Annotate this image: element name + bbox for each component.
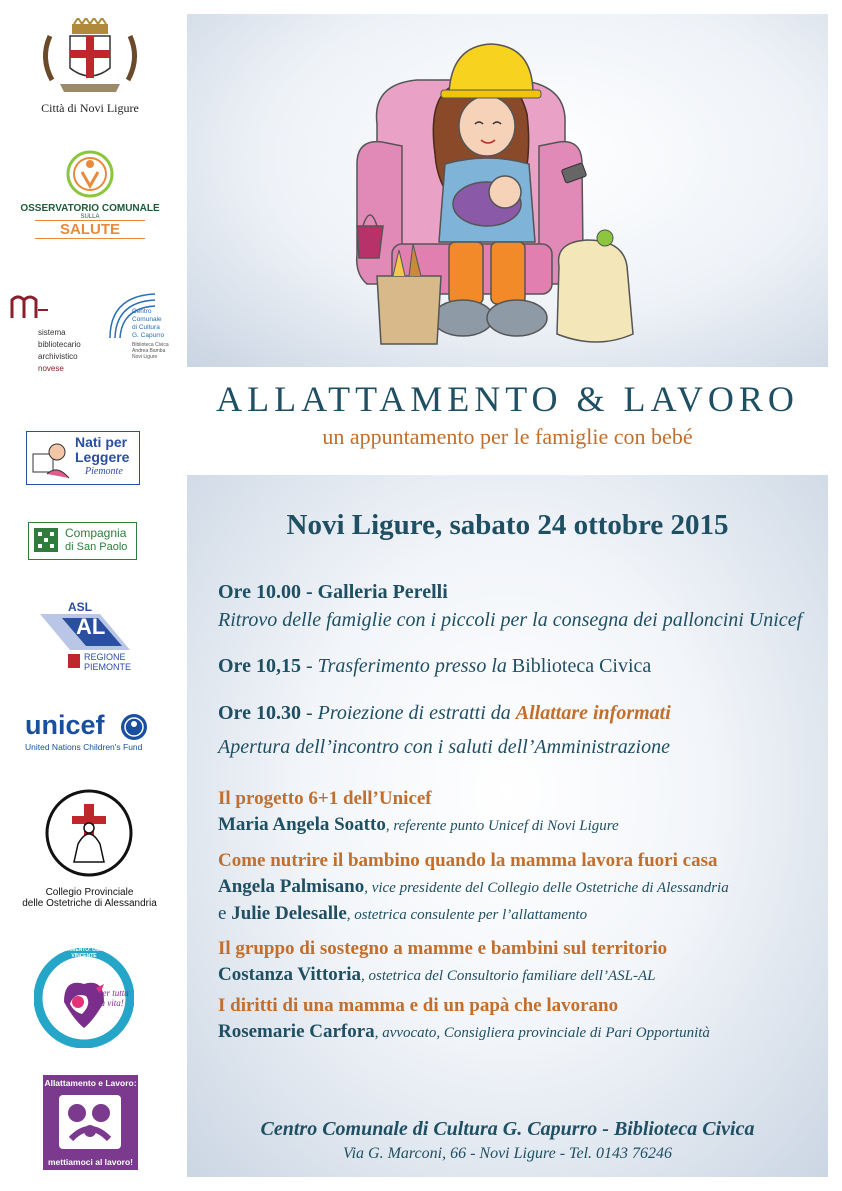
sistema-bibliotecario-logo [10,292,90,372]
sponsor-sidebar [0,0,180,1191]
breastfeeding-mother-illustration [187,14,828,367]
session2-time: Ore 10,15 [218,655,301,677]
compagnia-san-paolo-logo [28,522,137,560]
nati-l1: Nati per [75,434,128,450]
compagnia-l2: di San Paolo [65,541,128,553]
mettiamoci-bottom: mettiamoci al lavoro! [47,1157,134,1167]
asl-l4: PIEMONTE [84,662,132,672]
osservatorio-line3: SALUTE [35,220,145,239]
novi-ligure-crest-logo [20,18,160,113]
talk1-name: Maria Angela Soatto [218,814,386,835]
obiettivo-tag: per tutta la vita! [98,988,129,1008]
talk3-name: Costanza Vittoria [218,964,362,985]
sistema-l2: bibliotecario [38,340,81,349]
talk1-speaker [218,814,619,836]
poster-title: ALLATTAMENTO & LAVORO [216,379,799,419]
session1-time: Ore 10.00 - Galleria Perelli [218,581,448,603]
reading-child-icon [29,434,73,482]
novi-ligure-caption: Città di Novi Ligure [41,101,139,115]
session3-line [218,702,671,725]
talk2-role: , vice presidente del Collegio delle Ostetriche di Alessandria [364,880,729,896]
collegio-l2: delle Ostetriche di Alessandria [22,898,157,909]
centro-l7: Novi Ligure [132,354,158,360]
obiettivo-ring-text: ALLATTAMENTO: OBIETTIVO VINCENTE [48,947,120,959]
nati-per-leggere-logo [26,431,140,485]
talk3-role: , ostetrica del Consultorio familiare dell’ASL-AL [361,968,656,984]
sistema-mark-icon [10,292,50,322]
obiettivo-vincente-logo [34,948,134,1048]
sistema-l4: novese [38,364,64,373]
event-date-heading: Novi Ligure, sabato 24 ottobre 2015 [286,509,729,541]
talk1-title: Il progetto 6+1 dell’Unicef [218,788,432,809]
session2-mid: - Trasferimento presso la [300,655,512,677]
nati-l2: Leggere [75,449,130,465]
asl-l2: AL [76,614,106,639]
session3-time: Ore 10.30 [218,702,301,724]
asl-l3: REGIONE [84,652,126,662]
centro-cultura-logo [100,290,175,380]
asl-al-logo [40,600,135,675]
venue-name: Centro Comunale di Cultura G. Capurro - Biblioteca Civica [260,1118,755,1140]
mettiamoci-top: Allattamento e Lavoro: [44,1078,137,1088]
collegio-l1: Collegio Provinciale [45,887,134,898]
poster-subtitle: un appuntamento per le famiglie con bebé [322,424,693,449]
unicef-name: unicef [25,710,105,740]
session2-line [218,655,651,678]
talk3-speaker [218,964,655,986]
session3-film: Allattare informati [515,702,671,724]
mettiamoci-al-lavoro-logo [43,1075,138,1170]
talk4-role: , avvocato, Consigliera provinciale di Pari Opportunità [374,1025,710,1041]
crest-icon [20,18,160,98]
talk2-name2: Julie Delesalle [231,903,347,924]
asl-flag-icon [68,654,80,668]
talk4-title: I diritti di una mamma e di un papà che lavorano [218,995,619,1016]
osservatorio-salute-logo [15,150,165,240]
centro-l1: Centro [132,308,152,315]
session1-desc: Ritrovo delle famiglie con i piccoli per la consegna dei palloncini Unicef [218,609,803,631]
talk1-role: , referente punto Unicef di Novi Ligure [385,818,619,834]
centro-l2: Comunale [132,316,162,323]
osservatorio-figure-icon [15,150,165,198]
unicef-globe-icon [119,712,149,742]
osservatorio-line1: OSSERVATORIO COMUNALE [20,203,160,214]
session3-desc: Apertura dell’incontro con i saluti dell’Amministrazione [218,736,670,758]
talk2-speaker2 [218,903,587,925]
talk2-title: Come nutrire il bambino quando la mamma lavora fuori casa [218,850,718,871]
unicef-logo [25,710,155,755]
compagnia-mark-icon [34,528,58,552]
hero-illustration [187,14,828,367]
sistema-l1: sistema [38,328,66,337]
session2-place: Biblioteca Civica [511,655,652,677]
talk2-name: Angela Palmisano [218,876,365,897]
talk2-role2: , ostetrica consulente per l’allattamento [346,907,588,923]
session3-mid: - Proiezione di estratti da [300,702,516,724]
talk2-and: e [218,903,232,924]
centro-l3: di Cultura [132,324,160,331]
talk4-speaker [218,1021,710,1043]
collegio-seal-icon [12,788,167,878]
nati-l3: Piemonte [85,466,123,477]
parents-baby-icon [55,1091,125,1153]
centro-l6: Andrea Bamba [132,348,166,354]
osservatorio-line2: SULLA [80,214,100,220]
talk2-speaker [218,876,729,898]
collegio-ostetriche-logo [12,788,167,923]
centro-l4: G. Capurro [132,332,165,339]
talk3-title: Il gruppo di sostegno a mamme e bambini sul territorio [218,938,668,959]
centro-l5: Biblioteca Civica [132,342,169,348]
compagnia-l1: Compagnia [65,526,127,540]
sistema-l3: archivistico [38,352,78,361]
asl-l1: ASL [68,600,92,614]
unicef-caption: United Nations Children's Fund [25,742,143,752]
talk4-name: Rosemarie Carfora [218,1021,375,1042]
venue-address: Via G. Marconi, 66 - Novi Ligure - Tel. 0143 76246 [342,1145,673,1162]
